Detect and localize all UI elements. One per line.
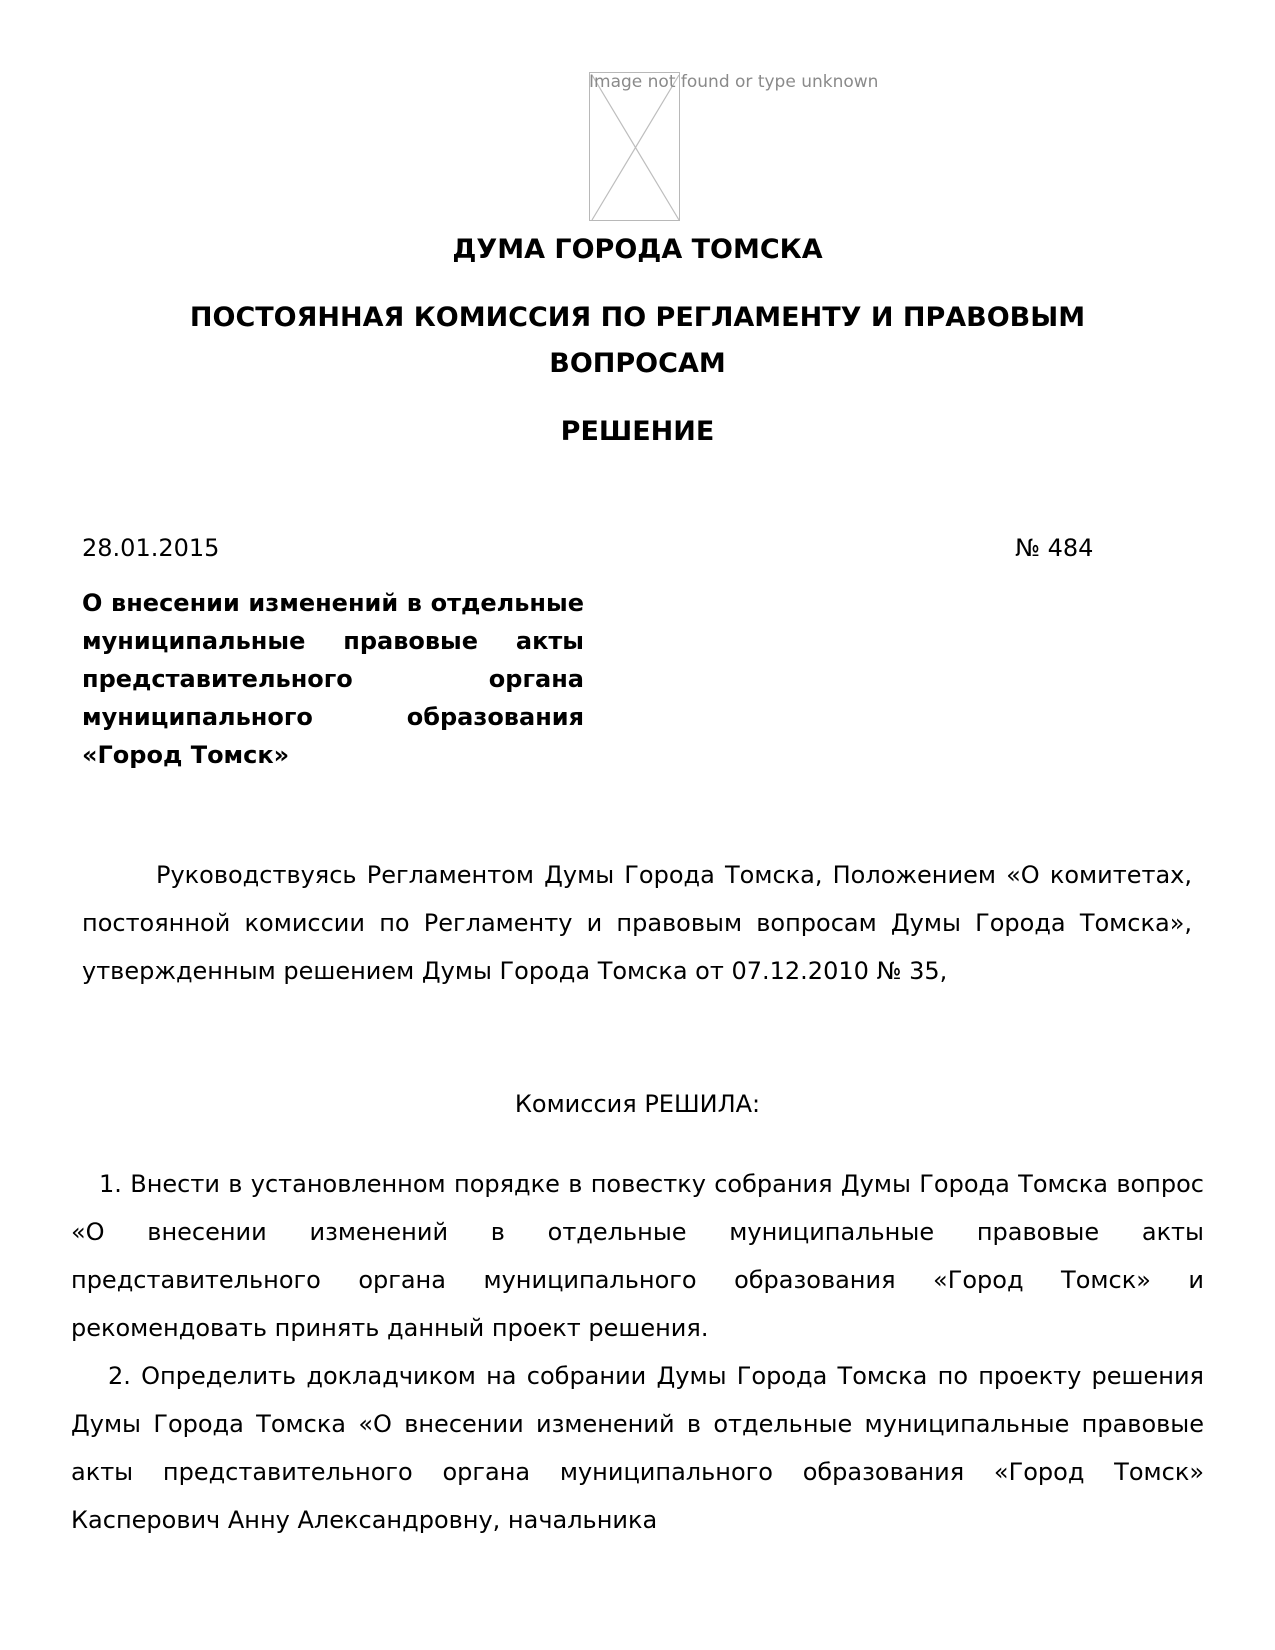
document-type: РЕШЕНИЕ	[560, 416, 715, 447]
org-title: ДУМА ГОРОДА ТОМСКА	[452, 234, 823, 265]
commission-title: ПОСТОЯННАЯ КОМИССИЯ ПО РЕГЛАМЕНТУ И ПРАВОВЫМ ВОПРОСАМ	[189, 302, 1086, 379]
image-alt-text: Image not found or type unknown	[589, 72, 879, 92]
item-text: Внести в установленном порядке в повестку собрания Думы Города Томска вопрос «О внесении изменений в отдельные муниципальные правовые акты представительного органа муниципального образования «Город Томск» и рекомендовать принять данный проект решения.	[71, 1170, 1204, 1342]
decision-item	[71, 1352, 1204, 1544]
broken-image-icon	[589, 72, 680, 221]
item-number: 2.	[108, 1362, 131, 1390]
document-date: 28.01.2015	[82, 534, 220, 562]
preamble-paragraph: Руководствуясь Регламентом Думы Города Томска, Положением «О комитетах, постоянной комиссии по Регламенту и правовым вопросам Думы Города Томска», утвержденным решением Думы Города Томска от 07.12.2010 № 35,	[82, 861, 1192, 985]
decision-heading: Комиссия РЕШИЛА:	[514, 1090, 761, 1118]
document-number: № 484	[1015, 534, 1094, 562]
item-number: 1.	[99, 1170, 122, 1198]
document-subject: О внесении изменений в отдельные муниципальные правовые акты представительного органа муниципального образования «Город Томск»	[82, 589, 584, 769]
item-text: Определить докладчиком на собрании Думы Города Томска по проекту решения Думы Города Томска «О внесении изменений в отдельные муниципальные правовые акты представительного органа муниципального образования «Город Томск» Касперович Анну Александровну, начальника	[71, 1362, 1204, 1534]
decision-item	[71, 1160, 1204, 1352]
